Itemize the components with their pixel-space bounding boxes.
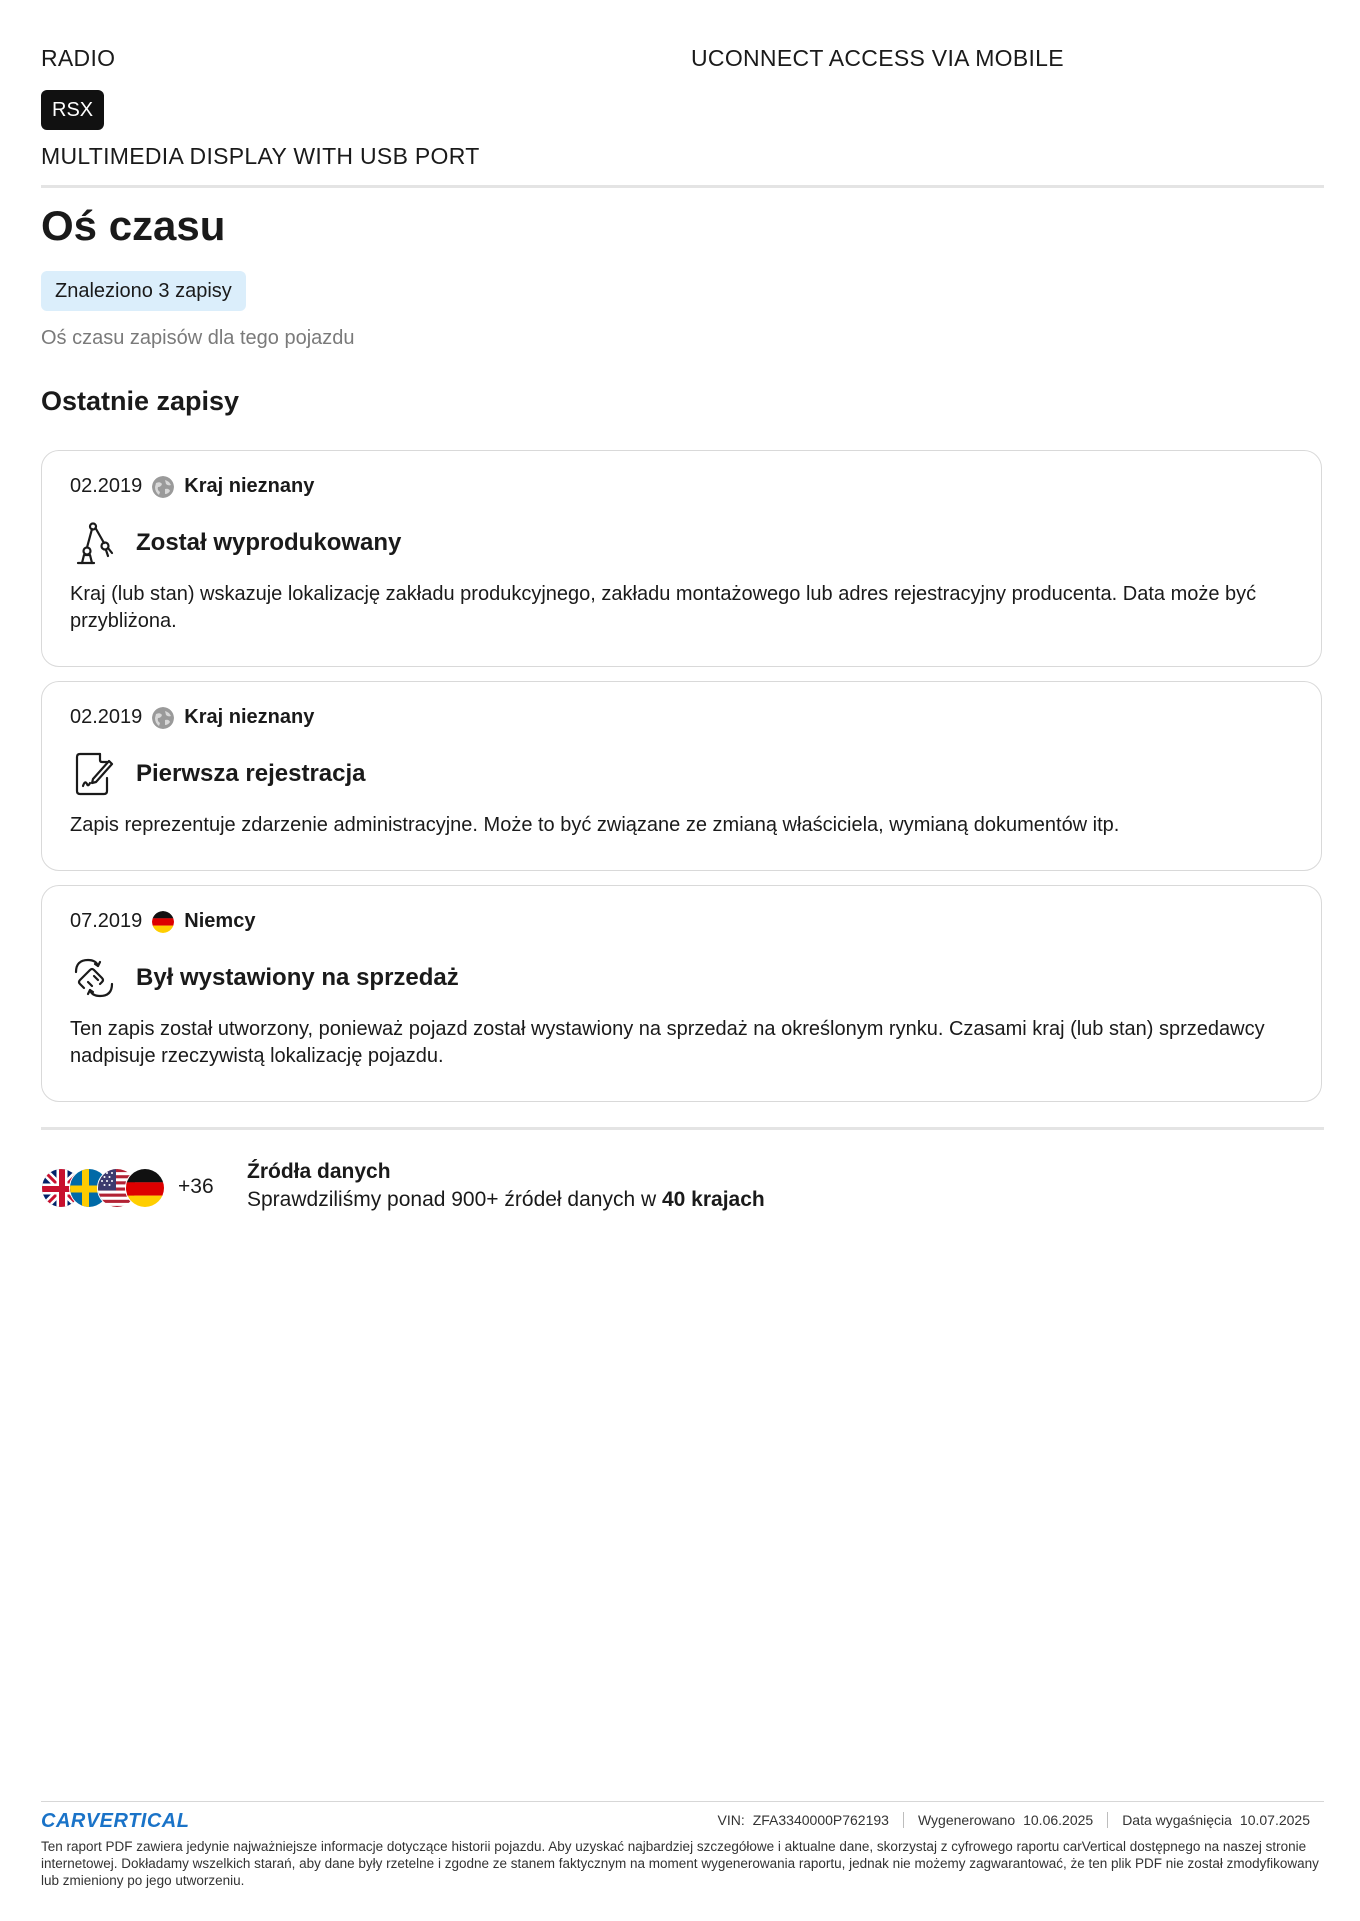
equipment-item-multimedia: MULTIMEDIA DISPLAY WITH USB PORT [41, 143, 480, 169]
generated-info [903, 1812, 1107, 1828]
record-title: Pierwsza rejestracja [136, 760, 366, 787]
record-meta [70, 910, 255, 933]
timeline-record-card [41, 885, 1322, 1102]
record-country: Kraj nieznany [184, 475, 315, 497]
record-meta [70, 475, 314, 498]
hand-exchange-icon [70, 954, 118, 1002]
sources-title: Źródła danych [247, 1160, 391, 1183]
record-title-row [70, 750, 366, 798]
record-title: Był wystawiony na sprzedaż [136, 964, 459, 991]
section-divider [41, 1127, 1324, 1130]
expiry-label: Data wygaśnięcia [1122, 1812, 1232, 1828]
record-title-row [70, 519, 401, 567]
sources-country-count: 40 krajach [661, 1188, 765, 1211]
generated-date: 10.06.2025 [1023, 1812, 1094, 1828]
record-description: Kraj (lub stan) wskazuje lokalizację zakładu produkcyjnego, zakładu montażowego lub adres rejestracyjny producenta. Data może być przybliżona. [70, 583, 1257, 632]
sources-description [247, 1188, 765, 1212]
germany-flag-icon [152, 911, 174, 933]
record-description: Zapis reprezentuje zdarzenie administracyjne. Może to być związane ze zmianą właściciela, wymianą dokumentów itp. [70, 814, 1120, 836]
record-description: Ten zapis został utworzony, ponieważ pojazd został wystawiony na sprzedaż na określonym rynku. Czasami kraj (lub stan) sprzedawcy nadpisuje rzeczywistą lokalizację pojazdu. [70, 1018, 1265, 1067]
expiry-date: 10.07.2025 [1239, 1812, 1310, 1828]
record-date: 02.2019 [70, 706, 143, 728]
report-meta [703, 1812, 1324, 1828]
record-title-row [70, 954, 459, 1002]
report-page [41, 0, 1324, 1921]
section-divider [41, 185, 1324, 188]
data-sources [41, 1160, 1324, 1220]
record-country: Kraj nieznany [184, 706, 315, 728]
generated-label: Wygenerowano [917, 1812, 1016, 1828]
document-sign-icon [70, 750, 118, 798]
equipment-left-column [41, 44, 681, 170]
sources-description-text: Sprawdziliśmy ponad 900+ źródeł danych w [247, 1188, 662, 1211]
equipment-right-column [691, 44, 1324, 72]
timeline-record-card [41, 450, 1322, 667]
timeline-subtitle: Oś czasu zapisów dla tego pojazdu [41, 327, 355, 349]
expiry-info [1107, 1812, 1324, 1828]
source-flags [41, 1168, 171, 1208]
record-date: 07.2019 [70, 910, 143, 932]
recent-records-heading: Ostatnie zapisy [41, 386, 240, 416]
timeline-title: Oś czasu [41, 202, 226, 249]
germany-flag-icon [125, 1168, 165, 1208]
globe-icon [152, 476, 174, 498]
vin-info [703, 1812, 902, 1828]
vin-label: VIN: [717, 1812, 745, 1828]
timeline-record-card [41, 681, 1322, 871]
more-countries-count: +36 [178, 1175, 214, 1198]
footer-disclaimer: Ten raport PDF zawiera jedynie najważniejsze informacje dotyczące historii pojazdu. Aby uzyskać najbardziej szczegółowe i aktualne dane, skorzystaj z cyfrowego raportu carVertical dostępnego na naszej stronie internetowej. Dokładamy wszelkich starań, aby dane były rzetelne i zgodne ze stanem faktycznym na moment wygenerowania raportu, jednak nie możemy zagwarantować, że ten plik PDF nie został zmodyfikowany lub zmieniony po jego utworzeniu. [41, 1839, 1319, 1888]
equipment-item-uconnect: UCONNECT ACCESS VIA MOBILE [691, 45, 1064, 71]
equipment-code-badge: RSX [41, 90, 104, 130]
record-date: 02.2019 [70, 475, 143, 497]
equipment-item-radio: RADIO [41, 45, 116, 71]
footer-divider [41, 1801, 1324, 1802]
record-meta [70, 706, 314, 729]
vin-value: ZFA3340000P762193 [752, 1812, 889, 1828]
record-title: Został wyprodukowany [136, 529, 402, 556]
globe-icon [152, 707, 174, 729]
carvertical-logo: CARVERTICAL [41, 1810, 190, 1832]
records-found-badge: Znaleziono 3 zapisy [41, 271, 246, 311]
robot-arm-icon [70, 519, 118, 567]
record-country: Niemcy [184, 910, 256, 932]
